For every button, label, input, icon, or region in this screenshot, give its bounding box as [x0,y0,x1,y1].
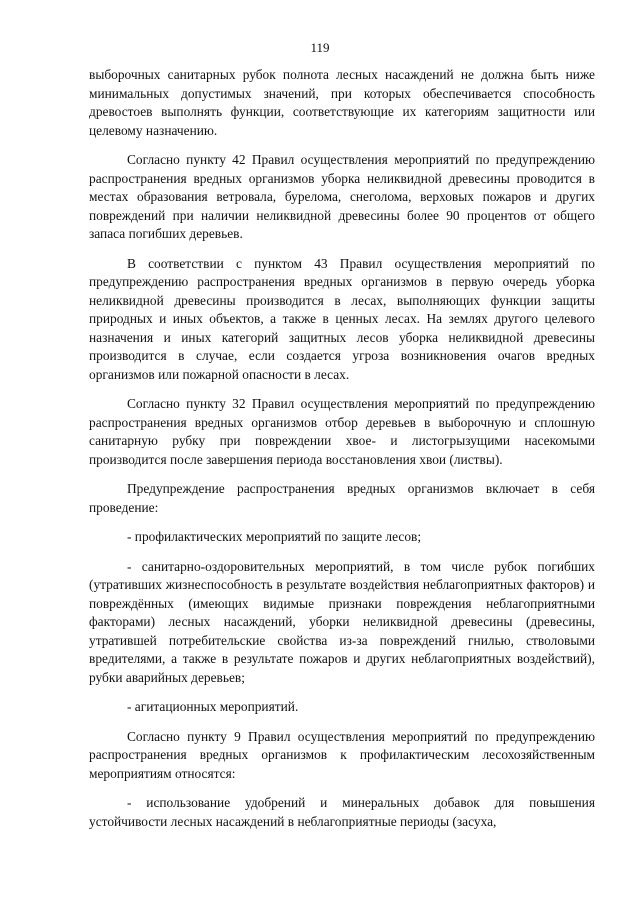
paragraph-point-43: В соответствии с пунктом 43 Правил осуществления мероприятий по предупреждению распространения вредных организмов в первую очередь уборка неликвидной древесины производится в лесах, выполняющих функции защиты природных и иных объектов, а также в ценных лесах. На землях другого целевого назначения и иных категорий защитных лесов уборка неликвидной древесины производится в случае, если создается угроза возникновения очагов вредных организмов или пожарной опасности в лесах. [89,255,595,382]
paragraph-point-9: Согласно пункту 9 Правил осуществления мероприятий по предупреждению распространения вредных организмов к профилактическим лесохозяйственным мероприятиям относятся: [89,728,595,781]
paragraph-continuation: выборочных санитарных рубок полнота лесных насаждений не должна быть ниже минимальных допустимых значений, при которых обеспечивается способность древостоев выполнять функции, соответствующие их категориям защитности или целевому назначению. [89,67,595,138]
list-item-preventive-measures: - профилактических мероприятий по защите лесов; [127,529,422,544]
paragraph-point-32: Согласно пункту 32 Правил осуществления мероприятий по предупреждению распространения вредных организмов отбор деревьев в выборочную и сплошную санитарную рубку при повреждении хвое- и листогрызущими насекомыми производится после завершения периода восстановления хвои (листвы). [89,396,595,467]
list-item-fertilizers: - использование удобрений и минеральных добавок для повышения устойчивости лесных насаждений в неблагоприятные периоды (засуха, [89,795,595,829]
list-item-campaign-measures: - агитационных мероприятий. [127,699,299,714]
document-body [89,66,595,842]
page-number: 119 [310,40,330,55]
paragraph-point-42: Согласно пункту 42 Правил осуществления мероприятий по предупреждению распространения вредных организмов уборка неликвидной древесины проводится в местах образования ветровала, бурелома, снеголома, верховых пожаров и других повреждений при наличии неликвидной древесины более 90 процентов от общего запаса погибших деревьев. [89,152,595,241]
paragraph-prevention-intro: Предупреждение распространения вредных организмов включает в себя проведение: [89,481,595,515]
list-item-sanitary-measures: - санитарно-оздоровительных мероприятий, в том числе рубок погибших (утративших жизнеспособность в результате воздействия неблагоприятных факторов) и повреждённых (имеющих видимые признаки повреждения неблагоприятными факторами) лесных насаждений, уборки неликвидной древесины (древесины, утратившей потребительские свойства из-за повреждений гнилью, стволовыми вредителями, а также в результате пожаров и других неблагоприятных воздействий), рубки аварийных деревьев; [89,558,595,685]
